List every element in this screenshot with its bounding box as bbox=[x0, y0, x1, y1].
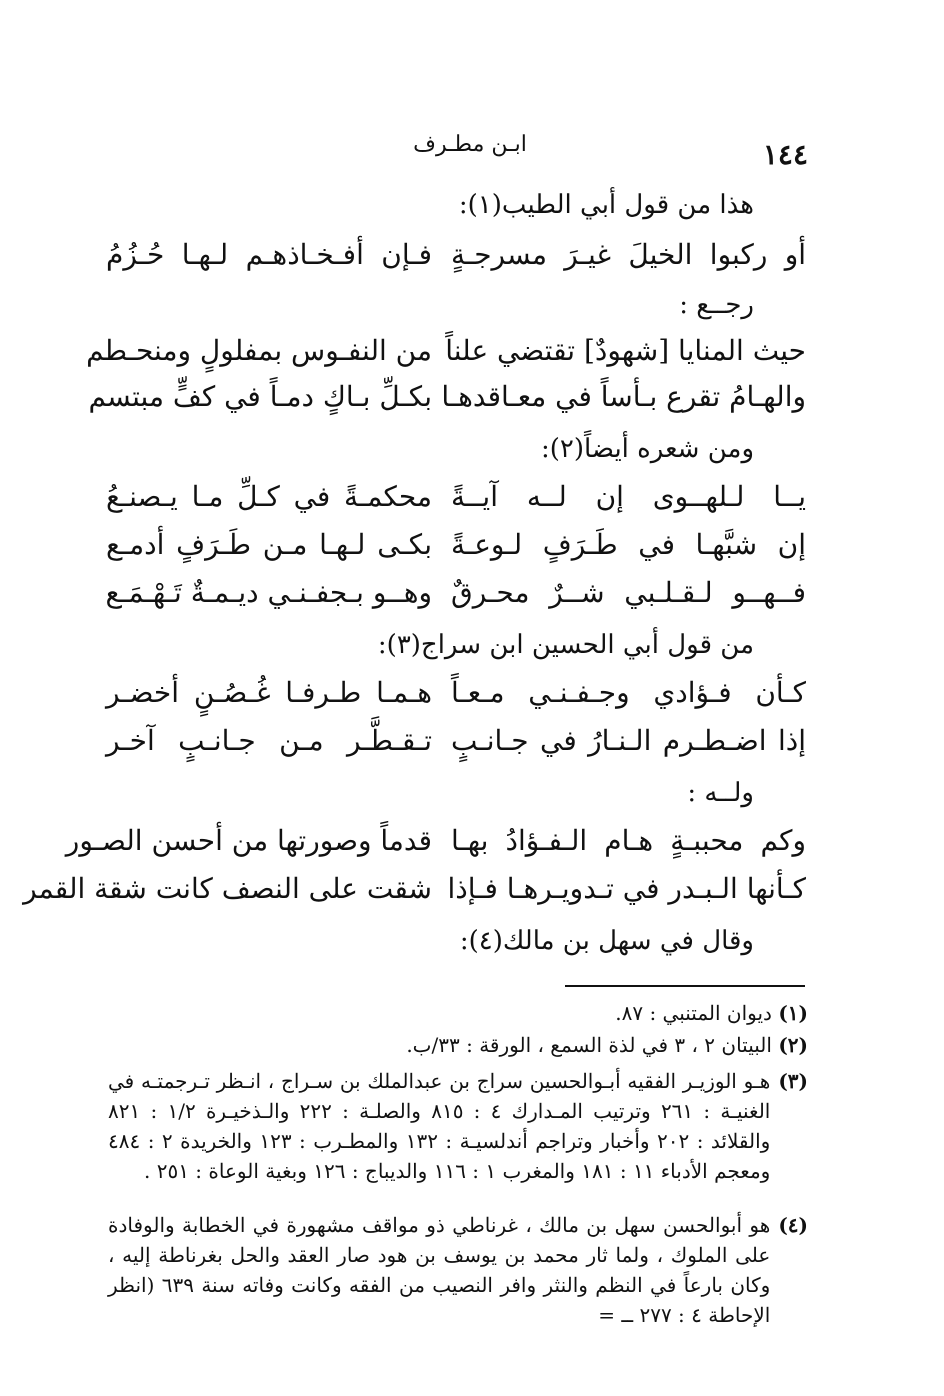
footnote-text: ديوان المتنبي : ٨٧. bbox=[615, 1001, 772, 1025]
verse-second-hemistich: بكـى لـهـا مـن طَـرَفٍ أدمـع bbox=[106, 528, 432, 561]
intro-line: هذا من قول أبي الطيب(١): bbox=[458, 190, 754, 220]
footnote bbox=[108, 1210, 808, 1330]
intro-line: رجــع : bbox=[679, 290, 754, 320]
verse-first-hemistich: إن شبَّهـا في طَـرَفٍ لـوعـةً bbox=[451, 528, 806, 561]
verse-second-hemistich: محكمـةً في كـلِّ مـا يـصنـعُ bbox=[106, 480, 432, 513]
verse-first-hemistich: إذا اضـطـرم الـنـارُ في جـانـبٍ bbox=[451, 724, 806, 757]
footnote bbox=[108, 1066, 808, 1186]
verse-second-hemistich: تـقـطَّـر مـن جـانـبٍ آخـر bbox=[106, 724, 432, 757]
verse-second-hemistich: وهــو بـجفـنـي ديـمـةٌ تَـهْـمَـع bbox=[105, 576, 432, 609]
running-header-title: ابـن مطـرف bbox=[413, 132, 527, 157]
verse-first-hemistich: كـأنها الـبـدر في تـدويـرهـا فـإذا bbox=[447, 872, 806, 905]
footnote-number: (٤) bbox=[778, 1213, 808, 1237]
verse-second-hemistich: بكـلِّ بـاكٍ دمـاً في كفٍّ مبتسم bbox=[88, 380, 432, 413]
footnote-number: (١) bbox=[778, 1001, 808, 1025]
verse-first-hemistich: يــا لـلهــوى إن لــه آيــةً bbox=[451, 480, 806, 513]
footnote-number: (٣) bbox=[778, 1069, 808, 1093]
footnote-number: (٢) bbox=[778, 1033, 808, 1057]
verse-second-hemistich: من النفـوس بمفلولٍ ومنحـطم bbox=[86, 334, 432, 367]
page-number: ١٤٤ bbox=[762, 138, 808, 171]
footnote-text: هـو الوزيـر الفقيه أبـوالحسين سراج بن عبدالملك بن سـراج ، انـظر تـرجمتـه في الغنيـة : ٢٦١ وترتيب المـدارك ٤ : ٨١٥ والصلـة : ٢٢٢ والـذخيـرة ١/٢ : ٨٢١ والقلائد : ٢٠٢ وأخبار وتراجم أندلسيـة : ١٣٢ والمطـرب : ١٢٣ والخريدة ٢ : ٤٨٤ ومعجم الأدباء ١١ : ١٨١ والمغرب ١ : ١١٦ والديباج : ١٢٦ وبغية الوعاة : ٢٥١ . bbox=[108, 1069, 771, 1183]
footnote-text: هو أبوالحسن سهل بن مالك ، غرناطي ذو مواقف مشهورة في الخطابة والوفادة على الملوك ، ولما ثار محمد بن يوسف بن هود صار العقد والحل بغرناطة إليه ، وكان بارعاً في النظم والنثر وافر النصيب من الفقه وكانت وفاته سنة ٦٣٩ (انظر الإحاطة ٤ : ٢٧٧ ــ = bbox=[108, 1213, 771, 1327]
verse-first-hemistich: حيث المنايا [شهودٌ] تقتضي علناً bbox=[445, 334, 806, 367]
footnote-separator bbox=[565, 985, 805, 987]
verse-first-hemistich: وكم محببـةٍ هـام الـفـؤادُ بهـا bbox=[451, 824, 806, 857]
intro-line: ومن شعره أيضاً(٢): bbox=[540, 434, 754, 464]
verse-second-hemistich: شقت على النصف كانت شقة القمر bbox=[23, 872, 432, 905]
verse-first-hemistich: والهـامُ تقرع بـأساً في معـاقدهـا bbox=[441, 380, 806, 413]
footnote-text: البيتان ٢ ، ٣ في لذة السمع ، الورقة : ٣٣/ب. bbox=[406, 1033, 772, 1057]
verse-first-hemistich: أو ركبوا الخيلَ غيـرَ مسرجـةٍ bbox=[451, 238, 806, 271]
intro-line: وقال في سهل بن مالك(٤): bbox=[459, 926, 754, 956]
intro-line: من قول أبي الحسين ابن سراج(٣): bbox=[377, 630, 754, 660]
verse-second-hemistich: قدماً وصورتها من أحسن الصـور bbox=[65, 824, 432, 857]
verse-first-hemistich: كـأن فـؤادي وجـفـنـي مـعـاً bbox=[451, 676, 806, 709]
verse-second-hemistich: هـمـا طـرفـا غُـصُـنٍ أخضـر bbox=[106, 676, 432, 709]
footnote bbox=[108, 998, 808, 1028]
verse-first-hemistich: فــهــو لـقـلـبي شــرٌ محـرقٌ bbox=[451, 576, 806, 609]
intro-line: ولــه : bbox=[687, 778, 754, 808]
verse-second-hemistich: فـإن أفـخـاذهـم لـهـا حُـزُمُ bbox=[106, 238, 432, 271]
footnote bbox=[108, 1030, 808, 1060]
